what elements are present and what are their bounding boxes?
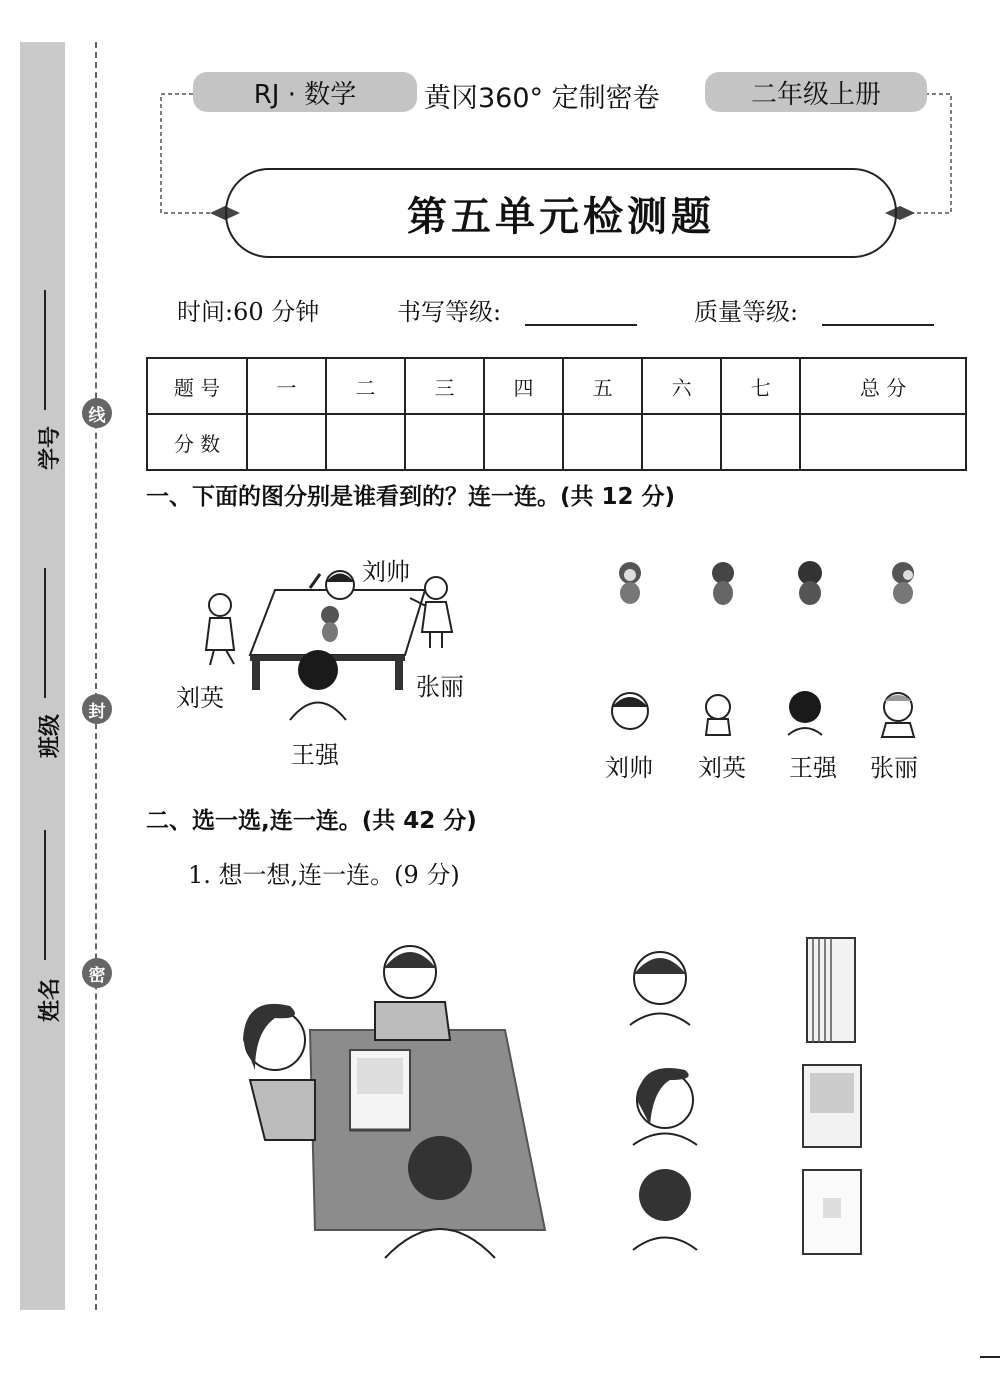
writing-grade-field[interactable] bbox=[525, 324, 637, 326]
seal-feng: 封 bbox=[82, 694, 112, 724]
binding-strip bbox=[20, 42, 65, 1310]
class-label: 班级 bbox=[38, 713, 63, 758]
page-edge-mark bbox=[980, 1356, 1000, 1358]
score-cell[interactable] bbox=[405, 414, 484, 470]
table-cell: 一 bbox=[247, 358, 326, 414]
scene-name-left: 刘英 bbox=[176, 684, 224, 712]
table-row bbox=[147, 358, 966, 414]
grade-pill: 二年级上册 bbox=[705, 72, 927, 112]
seal-xian: 线 bbox=[82, 398, 112, 428]
answer-name-3: 王强 bbox=[789, 754, 837, 782]
book-views bbox=[795, 930, 870, 1260]
cut-line bbox=[95, 42, 97, 1310]
view-portraits bbox=[625, 940, 705, 1260]
kid-portraits bbox=[600, 685, 940, 740]
table-cell: 五 bbox=[563, 358, 642, 414]
seal-mi: 密 bbox=[82, 958, 112, 988]
section2-title: 二、选一选,连一连。(共 42 分) bbox=[146, 808, 477, 834]
score-cell[interactable] bbox=[563, 414, 642, 470]
series-name: 黄冈360° 定制密卷 bbox=[424, 83, 660, 114]
monkey-view-4 bbox=[892, 562, 914, 604]
answer-name-2: 刘英 bbox=[698, 754, 746, 782]
table-cell: 二 bbox=[326, 358, 405, 414]
scene-name-right: 张丽 bbox=[416, 673, 464, 701]
scene-name-top: 刘帅 bbox=[362, 558, 410, 586]
answer-name-4: 张丽 bbox=[870, 754, 918, 782]
table-row bbox=[147, 414, 966, 470]
score-cell[interactable] bbox=[484, 414, 563, 470]
monkey-view-2 bbox=[712, 562, 734, 605]
student-id-line[interactable] bbox=[44, 290, 46, 410]
desk-scene-illustration bbox=[235, 940, 555, 1260]
quality-grade-label: 质量等级: bbox=[694, 298, 799, 326]
table-cell: 题 号 bbox=[147, 358, 247, 414]
table-scene-illustration bbox=[190, 560, 480, 730]
score-cell[interactable] bbox=[642, 414, 721, 470]
quality-grade-field[interactable] bbox=[822, 324, 934, 326]
score-table bbox=[146, 357, 967, 471]
monkey-view-1 bbox=[619, 562, 641, 604]
page-title: 第五单元检测题 bbox=[225, 168, 897, 258]
section1-title: 一、下面的图分别是谁看到的？连一连。(共 12 分) bbox=[146, 484, 676, 510]
class-line[interactable] bbox=[44, 568, 46, 698]
score-cell[interactable] bbox=[721, 414, 800, 470]
table-cell: 分 数 bbox=[147, 414, 247, 470]
table-cell: 总 分 bbox=[800, 358, 966, 414]
answer-name-1: 刘帅 bbox=[605, 754, 653, 782]
time-limit: 时间:60 分钟 bbox=[177, 298, 320, 326]
score-cell[interactable] bbox=[326, 414, 405, 470]
student-id-label: 学号 bbox=[38, 425, 63, 470]
scene-name-bottom: 王强 bbox=[291, 741, 339, 769]
name-label: 姓名 bbox=[38, 977, 63, 1022]
table-cell: 三 bbox=[405, 358, 484, 414]
monkey-view-3 bbox=[798, 561, 822, 605]
writing-grade-label: 书写等级: bbox=[397, 298, 502, 326]
score-cell[interactable] bbox=[800, 414, 966, 470]
table-cell: 六 bbox=[642, 358, 721, 414]
name-line[interactable] bbox=[44, 830, 46, 960]
score-cell[interactable] bbox=[247, 414, 326, 470]
monkey-views bbox=[605, 555, 935, 610]
question-2-1: 1. 想一想,连一连。(9 分) bbox=[188, 861, 460, 889]
subject-pill: RJ · 数学 bbox=[193, 72, 417, 112]
table-cell: 四 bbox=[484, 358, 563, 414]
table-cell: 七 bbox=[721, 358, 800, 414]
